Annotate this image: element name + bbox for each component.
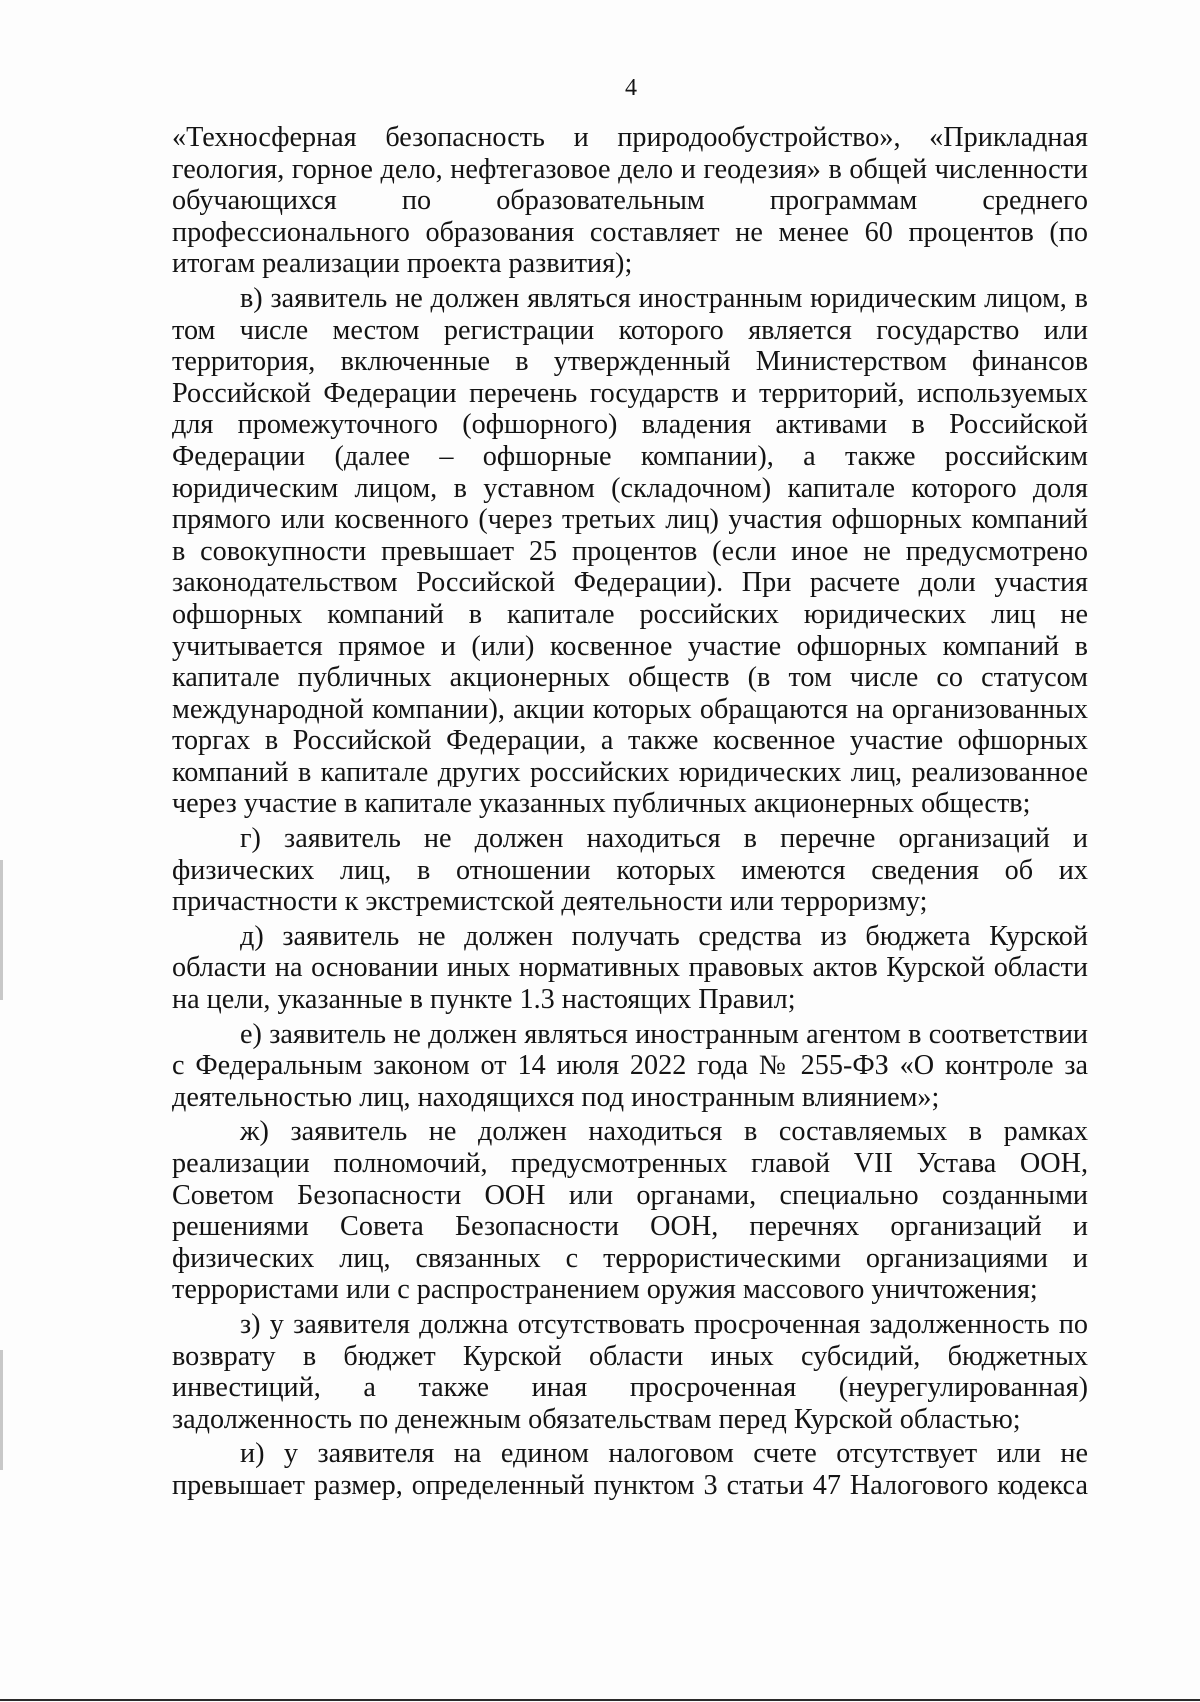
paragraph-item-v: в) заявитель не должен являться иностранным юридическим лицом, в том числе местом регистрации которого является государство или территория, включенные в утвержденный Министерством финансов Российской Федерации перечень государств и территорий, используемых для промежуточного (офшорного) владения активами в Российской Федерации (далее – офшорные компании), а также российским юридическим лицом, в уставном (складочном) капитале которого доля прямого или косвенного (через третьих лиц) участия офшорных компаний в совокупности превышает 25 процентов (если иное не предусмотрено законодательством Российской Федерации). При расчете доли участия офшорных компаний в капитале российских юридических лиц не учитывается прямое и (или) косвенное участие офшорных компаний в капитале публичных акционерных обществ (в том числе со статусом международной компании), акции которых обращаются на организованных торгах в Российской Федерации, а также косвенное участие офшорных компаний в капитале других российских юридических лиц, реализованное через участие в капитале указанных публичных акционерных обществ; — [172, 282, 1088, 820]
paragraph-item-e: е) заявитель не должен являться иностранным агентом в соответствии с Федеральным законом от 14 июля 2022 года № 255-ФЗ «О контроле за деятельностью лиц, находящихся под иностранным влиянием»; — [172, 1018, 1088, 1113]
paragraph-item-i: и) у заявителя на едином налоговом счете отсутствует или не превышает размер, определенный пунктом 3 статьи 47 Налогового кодекса — [172, 1438, 1088, 1501]
document-body — [172, 122, 1088, 1505]
scan-margin-mark — [0, 860, 3, 1000]
paragraph-continuation: «Техносферная безопасность и природообустройство», «Прикладная геология, горное дело, нефтегазовое дело и геодезия» в общей численности обучающихся по образовательным программам среднего профессионального образования составляет не менее 60 процентов (по итогам реализации проекта развития); — [172, 122, 1088, 280]
paragraph-item-g: г) заявитель не должен находиться в перечне организаций и физических лиц, в отношении которых имеются сведения об их причастности к экстремистской деятельности или терроризму; — [172, 823, 1088, 918]
page-number: 4 — [625, 75, 637, 101]
scan-margin-mark — [0, 1350, 3, 1470]
paragraph-item-z: з) у заявителя должна отсутствовать просроченная задолженность по возврату в бюджет Курской области иных субсидий, бюджетных инвестиций, а также иная просроченная (неурегулированная) задолженность по денежным обязательствам перед Курской областью; — [172, 1308, 1088, 1435]
scan-bottom-edge — [0, 1699, 1200, 1701]
paragraph-item-d: д) заявитель не должен получать средства из бюджета Курской области на основании иных нормативных правовых актов Курской области на цели, указанные в пункте 1.3 настоящих Правил; — [172, 920, 1088, 1016]
paragraph-item-zh: ж) заявитель не должен находиться в составляемых в рамках реализации полномочий, предусмотренных главой VII Устава ООН, Советом Безопасности ООН или органами, специально созданными решениями Совета Безопасности ООН, перечнях организаций и физических лиц, связанных с террористическими организациями и террористами или с распространением оружия массового уничтожения; — [172, 1116, 1088, 1306]
